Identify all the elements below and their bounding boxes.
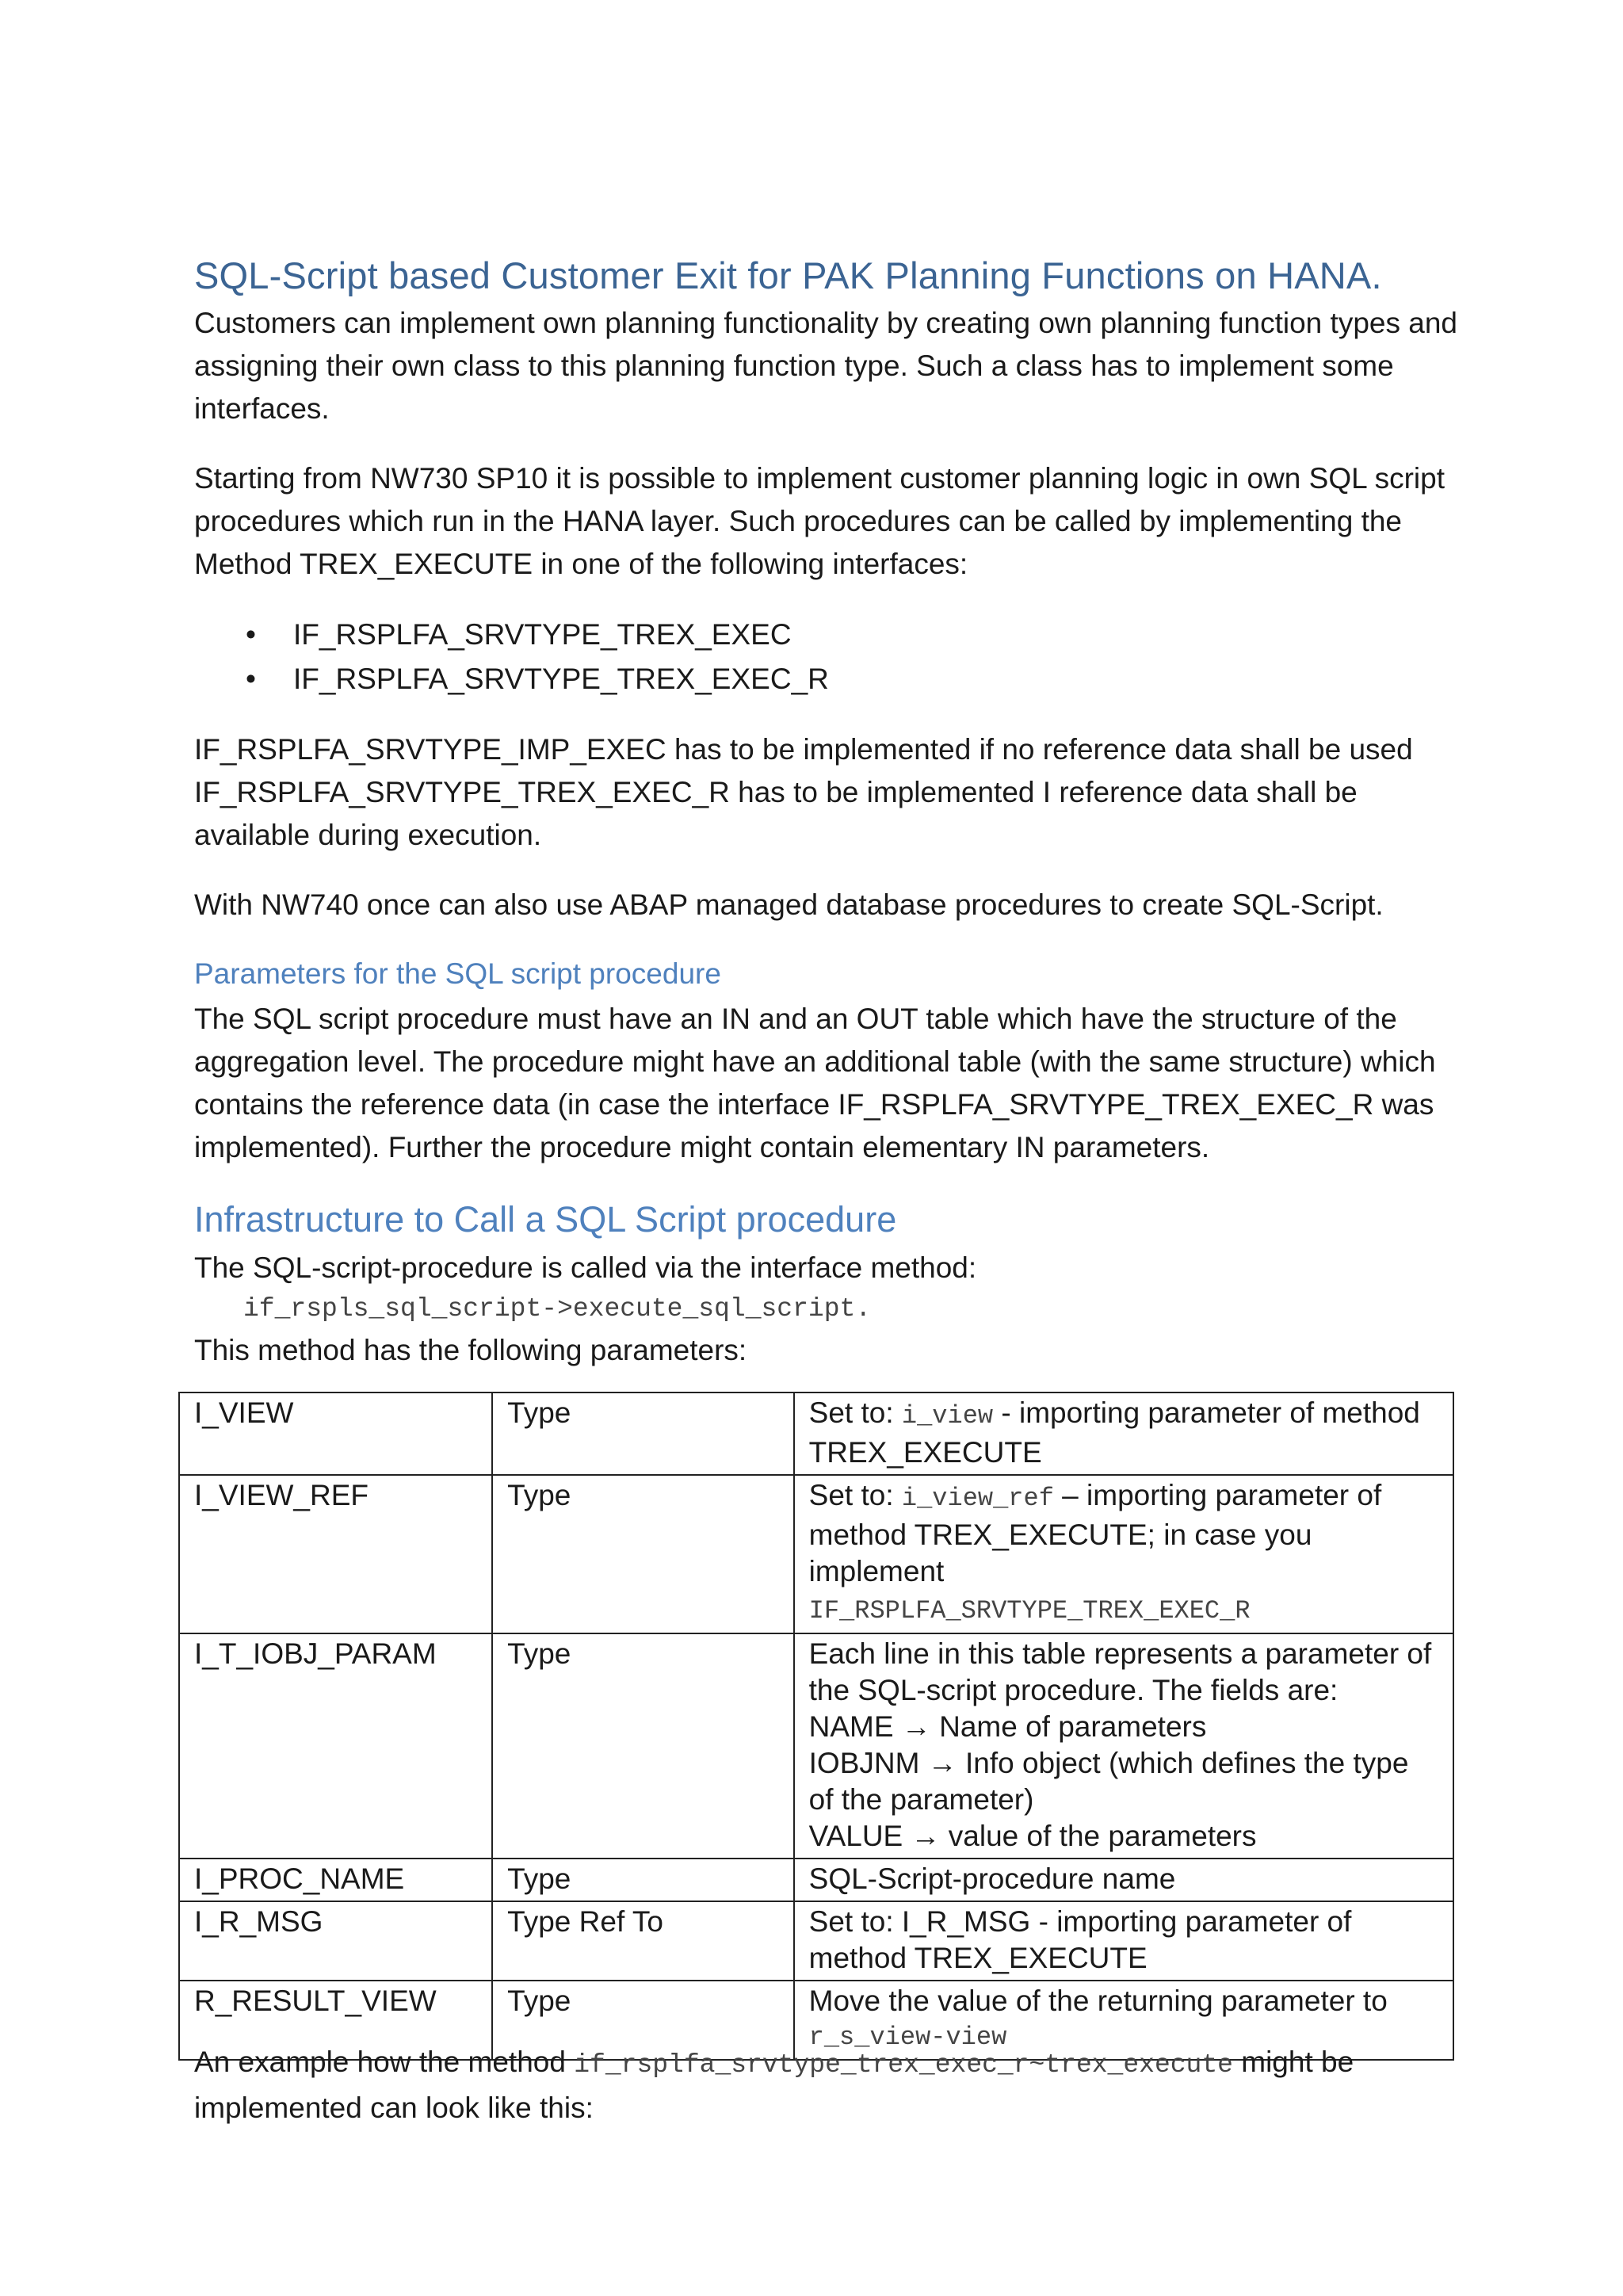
desc-code: r_s_view-view [808, 2023, 1007, 2052]
param-type: Type [492, 1475, 793, 1633]
param-type: Type [492, 1859, 793, 1901]
table-row [179, 1859, 1453, 1901]
desc-text: Set to: [808, 1479, 894, 1511]
param-type: Type [492, 1981, 793, 2060]
bullet-icon: • [246, 618, 256, 651]
param-description: Set to: I_R_MSG - importing parameter of method TREX_EXECUTE [794, 1901, 1453, 1981]
param-description [794, 1633, 1453, 1859]
impl-note-2: IF_RSPLFA_SRVTYPE_TREX_EXEC_R has to be implemented I reference data shall be available during execution. [194, 776, 1358, 851]
table-row [179, 1392, 1453, 1475]
param-description [794, 1475, 1453, 1633]
field-line: NAME → Name of parameters [808, 1710, 1207, 1743]
parameters-table [178, 1392, 1454, 2061]
list-item [194, 613, 1470, 657]
field-line: IOBJNM → Info object (which defines the type of the parameter) [808, 1747, 1409, 1816]
param-description: SQL-Script-procedure name [794, 1859, 1453, 1901]
infra-after: This method has the following parameters: [194, 1334, 747, 1366]
impl-note-1: IF_RSPLFA_SRVTYPE_IMP_EXEC has to be implemented if no reference data shall be used [194, 733, 1413, 766]
param-description [794, 1392, 1453, 1475]
document-body [194, 254, 1470, 1372]
example-text: might be implemented can look like this: [194, 2046, 1354, 2124]
table-row [179, 1901, 1453, 1981]
infra-heading: Infrastructure to Call a SQL Script procedure [194, 1199, 897, 1240]
interface-name: IF_RSPLFA_SRVTYPE_TREX_EXEC_R [293, 663, 829, 695]
desc-code: i_view_ref [901, 1484, 1054, 1513]
params-paragraph: The SQL script procedure must have an IN and an OUT table which have the structure of the aggregation level. The procedure might have an additional table (with the same structure) which contains the reference data (in case the interface IF_RSPLFA_SRVTYPE_TREX_EXEC_R was implemented). Further the procedure might contain elementary IN parameters. [194, 1003, 1436, 1163]
list-item [194, 657, 1470, 701]
desc-code: IF_RSPLFA_SRVTYPE_TREX_EXEC_R [808, 1596, 1251, 1626]
param-name: I_VIEW [179, 1392, 492, 1475]
desc-text: – importing parameter of method TREX_EXECUTE; in case you implement [808, 1479, 1382, 1587]
param-name: I_T_IOBJ_PARAM [179, 1633, 492, 1859]
params-heading: Parameters for the SQL script procedure [194, 957, 721, 990]
desc-code: i_view [901, 1401, 994, 1431]
field-line: VALUE → value of the parameters [808, 1820, 1257, 1852]
interface-name: IF_RSPLFA_SRVTYPE_TREX_EXEC [293, 618, 792, 651]
table-row [179, 1475, 1453, 1633]
desc-text: Each line in this table represents a parameter of the SQL-script procedure. The fields are: [808, 1637, 1432, 1706]
desc-text: Set to: [808, 1396, 894, 1429]
desc-text: Move the value of the returning parameter to [808, 1985, 1388, 2017]
example-section [194, 2041, 1470, 2130]
param-type: Type Ref To [492, 1901, 793, 1981]
param-name: I_VIEW_REF [179, 1475, 492, 1633]
desc-text: - importing parameter of method TREX_EXECUTE [808, 1396, 1420, 1469]
example-text: An example how the method [194, 2046, 566, 2078]
example-paragraph [194, 2041, 1470, 2130]
page-title: SQL-Script based Customer Exit for PAK Planning Functions on HANA. [194, 254, 1382, 296]
intro-paragraph: Customers can implement own planning functionality by creating own planning function types and assigning their own class to this planning function type. Such a class has to implement some interfaces. [194, 307, 1457, 425]
param-name: R_RESULT_VIEW [179, 1981, 492, 2060]
bullet-icon: • [246, 663, 256, 695]
param-type: Type [492, 1392, 793, 1475]
param-name: I_PROC_NAME [179, 1859, 492, 1901]
example-code: if_rsplfa_srvtype_trex_exec_r~trex_execute [574, 2050, 1233, 2080]
table-row [179, 1633, 1453, 1859]
param-name: I_R_MSG [179, 1901, 492, 1981]
interface-list [194, 613, 1470, 701]
param-type: Type [492, 1633, 793, 1859]
code-snippet: if_rspls_sql_script->execute_sql_script. [243, 1294, 872, 1324]
starting-paragraph: Starting from NW730 SP10 it is possible to implement customer planning logic in own SQL script procedures which run in the HANA layer. Such procedures can be called by implementing the Method TREX_EXECUTE in one of the following interfaces: [194, 462, 1445, 580]
nw740-paragraph: With NW740 once can also use ABAP managed database procedures to create SQL-Script. [194, 888, 1384, 921]
infra-line: The SQL-script-procedure is called via the interface method: [194, 1251, 977, 1284]
